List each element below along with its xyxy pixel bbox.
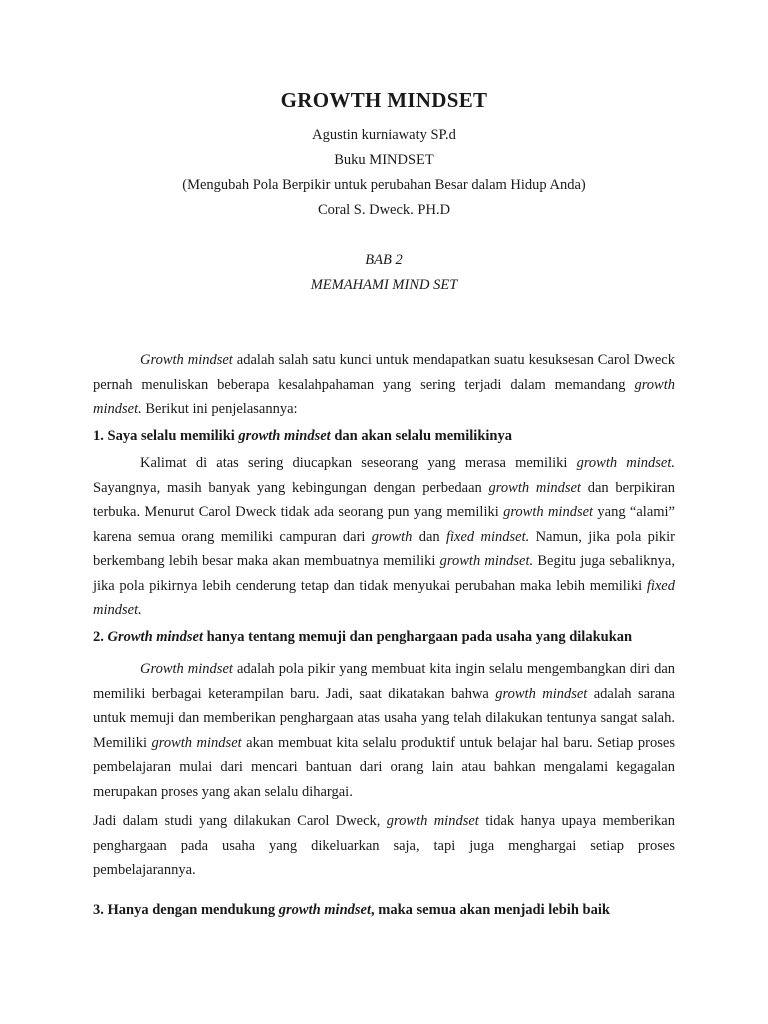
section-2-paragraph-continued [93,809,675,883]
paragraph-text: adalah pola pikir yang membuat kita ingin selalu mengembangkan diri dan memiliki berbagai keterampilan baru. Jadi, saat dikatakan bahwa [93,661,676,702]
paragraph-term: growth mindset [151,734,242,751]
intro-term: growth mindset. [93,376,675,417]
heading-text: , maka semua akan menjadi lebih baik [371,902,610,918]
section-heading-1 [93,424,675,449]
paragraph-term: growth mindset [488,479,581,496]
heading-text: 3. Hanya dengan mendukung [93,902,279,918]
heading-term: growth mindset [238,428,331,444]
heading-text: 2. [93,629,108,645]
paragraph-text: Begitu juga sebaliknya, jika pola pikirnya lebih cenderung tetap dan tidak menyukai perubahan maka lebih memiliki [93,553,675,594]
heading-text: 1. Saya selalu memiliki [93,428,239,444]
paragraph-term: growth mindset. [576,455,675,471]
paragraph-text: yang “alami” karena semua orang memiliki campuran dari [93,504,675,545]
intro-term: Growth mindset [140,352,233,368]
paragraph-text: Namun, jika pola pikir berkembang lebih besar maka akan membuatnya memiliki [93,528,675,569]
section-heading-2 [93,625,675,650]
heading-text: dan akan selalu memilikinya [330,428,512,444]
paragraph-term: growth [371,528,413,545]
paragraph-term: growth mindset [386,813,479,829]
paragraph-text: akan membuat kita selalu produktif untuk belajar hal baru. Setiap proses pembelajaran mulai dari mencari bantuan dari orang lain atau bahkan mengalami kegagalan merupakan proses yang akan selalu dihargai. [93,734,675,800]
paragraph-term: Growth mindset [140,661,233,677]
intro-text: Berikut ini penjelasannya: [141,401,298,417]
paragraph-term: fixed mindset. [93,577,675,618]
book-author-line: Coral S. Dweck. PH.D [317,202,451,218]
intro-text: adalah salah satu kunci untuk mendapatkan suatu kesuksesan Carol Dweck pernah menuliskan beberapa kesalahpahaman yang sering terjadi dalam memandang [93,352,675,393]
section-2-paragraph [93,657,675,804]
paragraph-text: adalah sarana untuk memuji dan memberikan penghargaan atas usaha yang telah dilakukan tentunya sangat salah. Memiliki [93,685,675,751]
paragraph-text: Sayangnya, masih banyak yang kebingungan dengan perbedaan [93,479,489,496]
book-line: Buku MINDSET [334,152,434,168]
heading-term: growth mindset [278,902,372,918]
heading-text: hanya tentang memuji dan penghargaan pada usaha yang dilakukan [202,629,633,645]
paragraph-text: dan berpikiran terbuka. Menurut Carol Dweck tidak ada seorang pun yang memiliki [93,479,675,520]
paragraph-term: growth mindset [495,685,588,702]
book-subtitle: (Mengubah Pola Berpikir untuk perubahan Besar dalam Hidup Anda) [182,177,586,193]
paragraph-text: tidak hanya upaya memberikan penghargaan pada usaha yang dikeluarkan saja, tapi juga menghargai setiap proses pembelajarannya. [93,813,675,878]
heading-term: Growth mindset [107,629,203,645]
chapter-number: BAB 2 [365,252,403,268]
document-title: GROWTH MINDSET [280,88,488,112]
paragraph-term: growth mindset. [439,553,534,569]
author-line: Agustin kurniawaty SP.d [312,127,456,143]
paragraph-text: dan [412,528,446,545]
paragraph-text: Jadi dalam studi yang dilakukan Carol Dweck, [93,813,387,829]
paragraph-term: fixed mindset. [445,528,530,545]
intro-paragraph [93,348,675,422]
section-heading-3 [93,898,675,923]
section-1-paragraph [93,451,675,623]
paragraph-text: Kalimat di atas sering diucapkan seseorang yang merasa memiliki [140,455,577,471]
chapter-title: MEMAHAMI MIND SET [310,277,458,293]
paragraph-term: growth mindset [503,504,594,520]
